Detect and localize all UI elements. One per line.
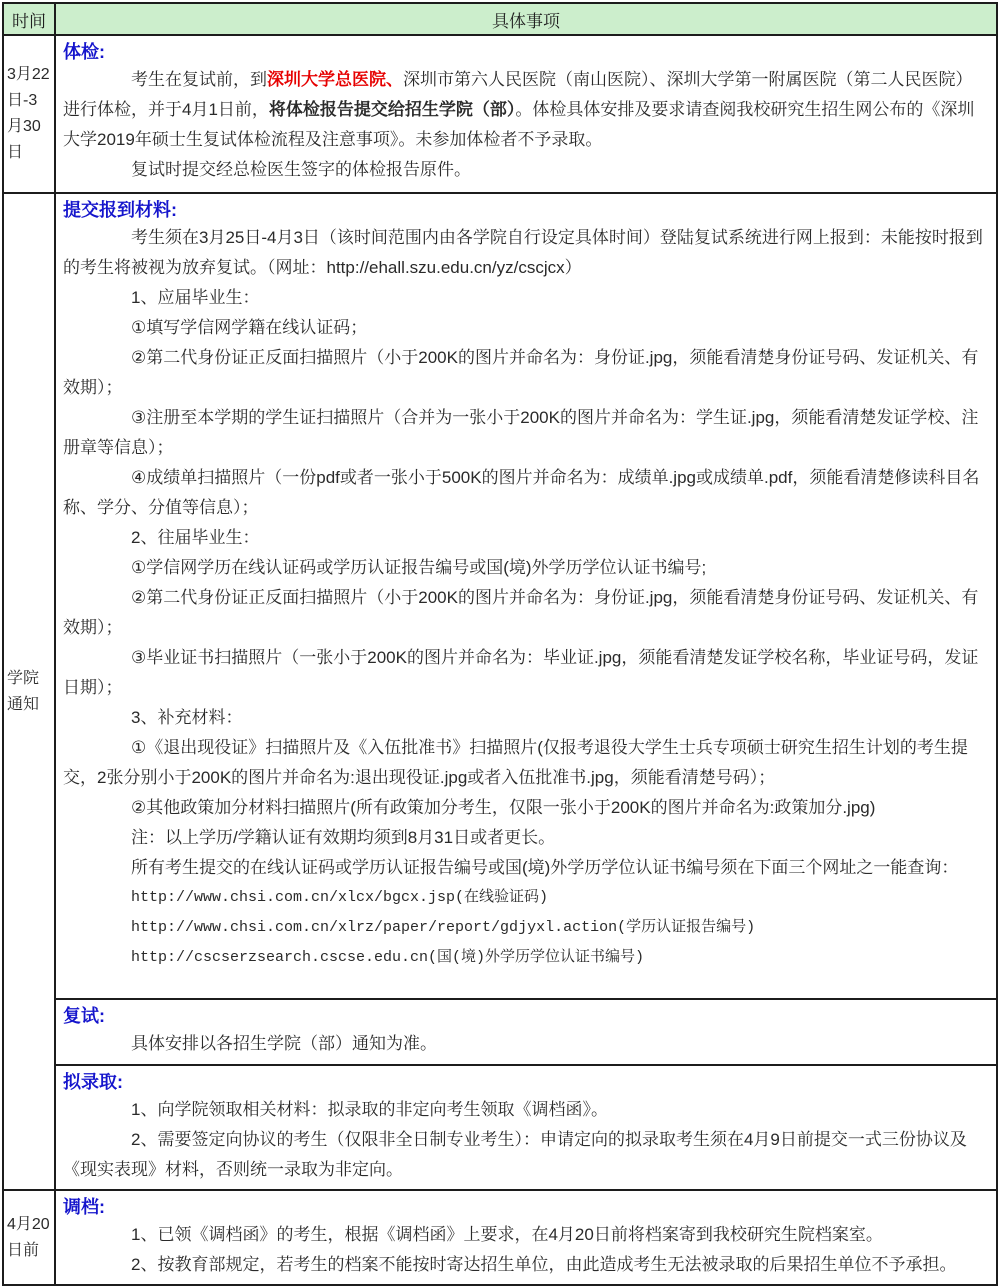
- verification-url: http://www.chsi.com.cn/xlcx/bgcx.jsp(在线验证码): [131, 889, 549, 906]
- list-item: ①《退出现役证》扫描照片及《入伍批准书》扫描照片(仅报考退役大学生士兵专项硕士研究生招生计划的考生提交，2张分别小于200K的图片并命名为:退出现役证.jpg或者入伍批准书.jpg，须能看清楚号码）；: [63, 738, 968, 787]
- section-heading-checkup: 体检:: [63, 42, 105, 62]
- list-item: 1、应届毕业生：: [131, 288, 260, 307]
- time-cell-checkup: 3月22日-3月30日: [3, 35, 55, 193]
- list-item: 2、往届毕业生：: [131, 528, 260, 547]
- time-cell-archive: 4月20日前: [3, 1190, 55, 1285]
- table-row: [3, 999, 997, 1065]
- section-heading-admission: 拟录取:: [63, 1072, 123, 1092]
- paragraph: 具体安排以各招生学院（部）通知为准。: [131, 1034, 437, 1053]
- section-heading-archive: 调档:: [63, 1197, 105, 1217]
- paragraph: 所有考生提交的在线认证码或学历认证报告编号或国(境)外学历学位认证书编号须在下面三个网址之一能查询：: [131, 858, 959, 877]
- list-item: ①填写学信网学籍在线认证码；: [131, 318, 368, 337]
- header-cell-time: 时间: [3, 3, 55, 35]
- table-row: [3, 1065, 997, 1190]
- paragraph: [63, 65, 989, 155]
- verification-url: http://cscserzsearch.cscse.edu.cn(国(境)外学历学位认证书编号): [131, 949, 645, 966]
- list-item: ②第二代身份证正反面扫描照片（小于200K的图片并命名为：身份证.jpg，须能看清楚身份证号码、发证机关、有效期）；: [63, 348, 979, 397]
- time-cell-college-notice: 学院通知: [3, 193, 55, 1190]
- list-item: 1、已领《调档函》的考生，根据《调档函》上要求，在4月20日前将档案寄到我校研究生院档案室。: [131, 1225, 883, 1244]
- list-item: 2、需要签定向协议的考生（仅限非全日制专业考生）：申请定向的拟录取考生须在4月9日前提交一式三份协议及《现实表现》材料，否则统一录取为非定向。: [63, 1130, 967, 1179]
- submit-report-emphasis: 将体检报告提交给招生学院（部）: [268, 100, 516, 119]
- hospital-name-highlight: 深圳大学总医院、: [267, 70, 403, 89]
- list-item: ①学信网学历在线认证码或学历认证报告编号或国(境)外学历学位认证书编号;: [131, 558, 707, 577]
- text-run: 深圳市第六人民医院（南山医院）、深圳大学第一附属医院（第二人民医院）进行体检，并于4月1日前，: [63, 70, 973, 119]
- list-item: 1、向学院领取相关材料：拟录取的非定向考生领取《调档函》。: [131, 1100, 608, 1119]
- detail-cell-submit-materials: [55, 193, 997, 999]
- detail-cell-admission: [55, 1065, 997, 1190]
- text-run: 。体检具体安排及要求请查阅我校研究生招生网公布的《深圳大学2019年硕士生复试体检流程及注意事项》。未参加体检者不予录取。: [63, 100, 975, 149]
- list-item: ②第二代身份证正反面扫描照片（小于200K的图片并命名为：身份证.jpg，须能看清楚身份证号码、发证机关、有效期）；: [63, 588, 979, 637]
- list-item: ③注册至本学期的学生证扫描照片（合并为一张小于200K的图片并命名为：学生证.jpg，须能看清楚发证学校、注册章等信息）；: [63, 408, 979, 457]
- paragraph: 考生须在3月25日-4月3日（该时间范围内由各学院自行设定具体时间）登陆复试系统进行网上报到：未能按时报到的考生将被视为放弃复试。（网址：http://ehall.szu.edu.cn/yz/cscjcx）: [63, 228, 983, 277]
- list-item: ④成绩单扫描照片（一份pdf或者一张小于500K的图片并命名为：成绩单.jpg或成绩单.pdf，须能看清楚修读科目名称、学分、分值等信息）；: [63, 468, 980, 517]
- text-run: 考生在复试前，到: [131, 70, 267, 89]
- table-row: [3, 193, 997, 999]
- verification-url: http://www.chsi.com.cn/xlrz/paper/report/gdjyxl.action(学历认证报告编号): [131, 919, 756, 936]
- header-cell-detail: 具体事项: [55, 3, 997, 35]
- section-heading-submit-materials: 提交报到材料:: [63, 200, 177, 220]
- table-row: [3, 1190, 997, 1285]
- paragraph: 复试时提交经总检医生签字的体检报告原件。: [131, 160, 471, 179]
- list-item: 3、补充材料：: [131, 708, 243, 727]
- table-row: [3, 35, 997, 193]
- detail-cell-archive: [55, 1190, 997, 1285]
- detail-cell-checkup: [55, 35, 997, 193]
- section-heading-retest: 复试:: [63, 1006, 105, 1026]
- list-item: ③毕业证书扫描照片（一张小于200K的图片并命名为：毕业证.jpg，须能看清楚发证学校名称，毕业证号码，发证日期）；: [63, 648, 979, 697]
- schedule-table: [2, 2, 998, 1286]
- list-item: 2、按教育部规定，若考生的档案不能按时寄达招生单位，由此造成考生无法被录取的后果招生单位不予承担。: [131, 1255, 957, 1274]
- note-paragraph: 注：以上学历/学籍认证有效期均须到8月31日或者更长。: [131, 828, 556, 847]
- list-item: ②其他政策加分材料扫描照片(所有政策加分考生，仅限一张小于200K的图片并命名为:政策加分.jpg): [131, 798, 876, 817]
- detail-cell-retest: [55, 999, 997, 1065]
- table-header-row: [3, 3, 997, 35]
